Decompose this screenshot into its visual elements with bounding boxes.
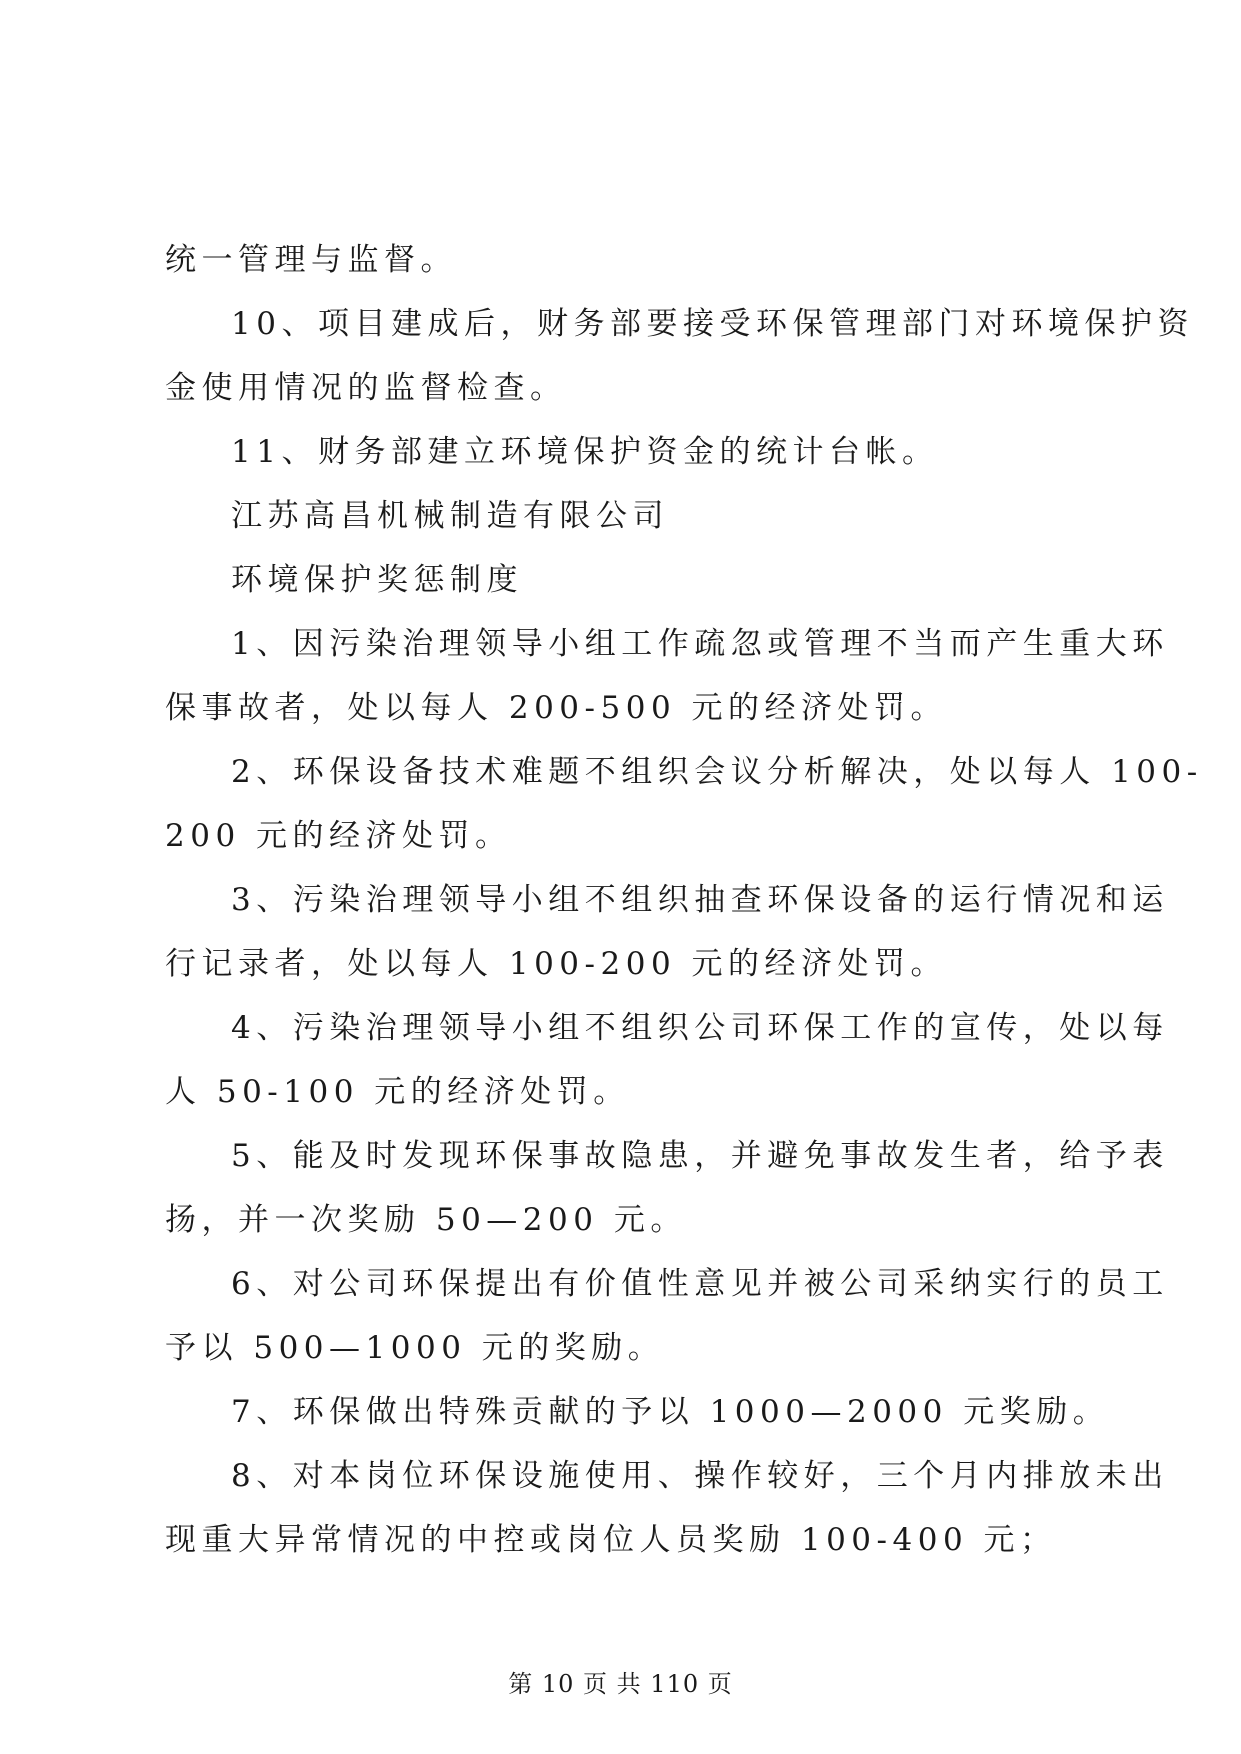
text-line: 行记录者，处以每人 100-200 元的经济处罚。 [165, 946, 948, 982]
document-body [165, 228, 1203, 1572]
page-number-footer: 第 10 页 共 110 页 [508, 1670, 733, 1698]
text-line: 7、环保做出特殊贡献的予以 1000—2000 元奖励。 [231, 1394, 1110, 1430]
text-line: 金使用情况的监督检查。 [165, 370, 567, 406]
text-line: 8、对本岗位环保设施使用、操作较好，三个月内排放未出 [231, 1458, 1169, 1494]
company-name: 江苏高昌机械制造有限公司 [231, 498, 669, 534]
text-line: 1、因污染治理领导小组工作疏忽或管理不当而产生重大环 [231, 626, 1169, 662]
text-line: 4、污染治理领导小组不组织公司环保工作的宣传，处以每 [231, 1010, 1169, 1046]
text-line: 扬，并一次奖励 50—200 元。 [165, 1202, 687, 1238]
text-line: 统一管理与监督。 [165, 242, 457, 278]
text-line: 予以 500—1000 元的奖励。 [165, 1330, 665, 1366]
text-line: 6、对公司环保提出有价值性意见并被公司采纳实行的员工 [231, 1266, 1169, 1302]
text-line: 10、项目建成后，财务部要接受环保管理部门对环境保护资 [231, 306, 1194, 342]
text-line: 5、能及时发现环保事故隐患，并避免事故发生者，给予表 [231, 1138, 1169, 1174]
text-line: 2、环保设备技术难题不组织会议分析解决，处以每人 100- [231, 754, 1203, 790]
section-title: 环境保护奖惩制度 [231, 562, 523, 598]
text-line: 现重大异常情况的中控或岗位人员奖励 100-400 元； [165, 1522, 1057, 1558]
text-line: 人 50-100 元的经济处罚。 [165, 1074, 630, 1110]
text-line: 保事故者，处以每人 200-500 元的经济处罚。 [165, 690, 948, 726]
text-line: 3、污染治理领导小组不组织抽查环保设备的运行情况和运 [231, 882, 1169, 918]
text-line: 11、财务部建立环境保护资金的统计台帐。 [231, 434, 939, 470]
text-line: 200 元的经济处罚。 [165, 818, 512, 854]
